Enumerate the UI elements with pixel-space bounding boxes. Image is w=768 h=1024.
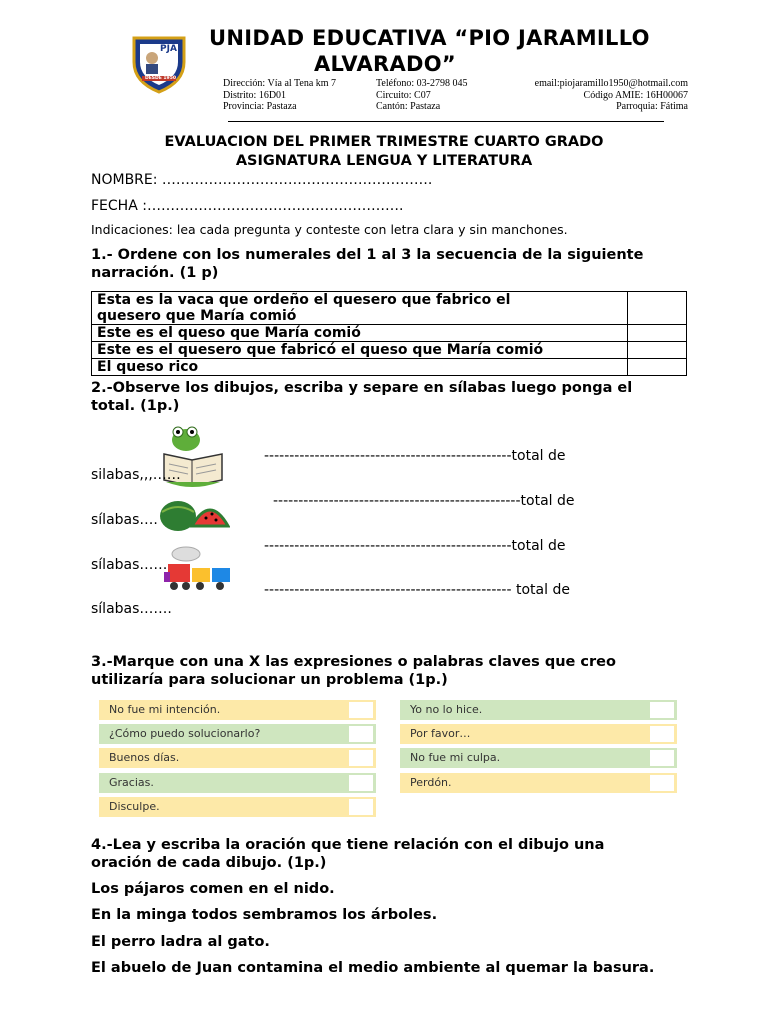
table-row [92,342,687,359]
shield-icon [128,32,190,94]
logo-since: DESDE 1950 [145,76,176,81]
q3-option-label: Perdón. [410,776,452,789]
train-picture [160,544,242,594]
q2-item4-dash[interactable]: ------------------------------------------------- total de [264,582,570,598]
q2-item1-dash[interactable]: -------------------------------------------------total de [264,448,566,464]
q3-option-label: Por favor… [410,727,471,740]
q4-sentence: El perro ladra al gato. [91,934,270,950]
watermelon-picture [156,496,230,534]
q4-sentence: Los pájaros comen en el nido. [91,881,335,897]
q4-prompt-line1: 4.-Lea y escriba la oración que tiene relación con el dibujo una [91,837,605,853]
q2-item1-cont[interactable]: silabas,,,…… [91,467,181,483]
header-email: email:piojaramillo1950@hotmail.com [534,78,688,89]
q3-option [99,700,376,720]
q3-option [400,724,677,744]
q3-prompt-line1: 3.-Marque con una X las expresiones o palabras claves que creo [91,654,616,670]
school-logo [128,32,190,94]
logo-text: PJA [160,44,177,54]
q2-item2-cont[interactable]: sílabas…. [91,512,158,528]
header-telefono: Teléfono: 03-2798 045 [376,78,468,89]
q3-checkbox[interactable] [349,799,373,815]
q2-item4-cont[interactable]: sílabas……. [91,601,172,617]
q1-answer-box[interactable] [628,359,687,376]
header-col-email [528,78,688,113]
q3-option-label: Gracias. [109,776,154,789]
q3-option-label: No fue mi culpa. [410,751,501,764]
header-col-address [223,78,336,113]
q3-option [400,748,677,768]
q3-option [400,700,677,720]
header-direccion: Dirección: Vía al Tena km 7 [223,78,337,89]
q1-prompt [91,246,643,282]
header-amie: Código AMIE: 16H00067 [583,89,688,101]
q2-item2-dash[interactable]: -------------------------------------------------total de [273,493,575,509]
q2-item3-dash[interactable]: -------------------------------------------------total de [264,538,566,554]
q3-option [99,724,376,744]
q4-sentence: El abuelo de Juan contamina el medio ambiente al quemar la basura. [91,960,655,976]
q2-item3-cont[interactable]: sílabas…… [91,557,168,573]
q2-prompt-line1: 2.-Observe los dibujos, escriba y separe en sílabas luego ponga el [91,380,633,396]
q1-prompt-line2: narración. (1 p) [91,265,219,281]
q3-option-label: ¿Cómo puedo solucionarlo? [109,727,261,740]
q2-prompt-line2: total. (1p.) [91,398,180,414]
q1-row1-line2: quesero que María comió [97,308,297,324]
q1-row-text [92,292,628,325]
exam-heading-2: ASIGNATURA LENGUA Y LITERATURA [235,153,533,169]
q1-answer-box[interactable] [628,342,687,359]
exam-heading-1: EVALUACION DEL PRIMER TRIMESTRE CUARTO GRADO [164,134,604,150]
q1-row4-text: El queso rico [92,359,628,376]
q3-prompt-line2: utilizaría para solucionar un problema (1p.) [91,672,448,688]
q3-checkbox[interactable] [650,726,674,742]
q3-checkbox[interactable] [349,726,373,742]
q1-row1-line1: Esta es la vaca que ordeño el quesero que fabrico el [97,292,511,308]
q3-option [99,773,376,793]
fecha-field[interactable]: FECHA :………………………………………………. [91,198,404,214]
q1-sequence-table [91,291,687,376]
header-distrito: Distrito: 16D01 [223,89,287,101]
header-col-phone [376,78,468,113]
table-row [92,359,687,376]
school-title-line1: UNIDAD EDUCATIVA “PIO JARAMILLO [209,26,650,50]
q2-prompt [91,379,632,415]
q3-option-label: Yo no lo hice. [410,703,483,716]
train-icon [168,564,190,582]
q1-row3-text: Este es el quesero que fabricó el queso que María comió [92,342,628,359]
q3-checkbox[interactable] [349,702,373,718]
q3-checkbox[interactable] [650,750,674,766]
q1-answer-box[interactable] [628,292,687,325]
q3-option-label: No fue mi intención. [109,703,221,716]
q3-checkbox[interactable] [650,775,674,791]
header-provincia: Provincia: Pastaza [223,101,297,112]
q4-sentence: En la minga todos sembramos los árboles. [91,907,438,923]
q3-option [99,748,376,768]
school-title-line2: ALVARADO” [314,52,457,76]
header-canton: Cantón: Pastaza [376,101,441,112]
q4-prompt-line2: oración de cada dibujo. (1p.) [91,855,327,871]
nombre-field[interactable]: NOMBRE: …………………………………………………. [91,172,433,188]
header-parroquia: Parroquia: Fátima [616,101,688,112]
q3-checkbox[interactable] [349,750,373,766]
q1-prompt-line1: 1.- Ordene con los numerales del 1 al 3 la secuencia de la siguiente [91,247,644,263]
header-divider [228,121,664,122]
q3-option [400,773,677,793]
q3-option [99,797,376,817]
header-circuito: Circuito: C07 [376,89,431,101]
table-row [92,292,687,325]
q3-checkbox[interactable] [349,775,373,791]
table-row [92,325,687,342]
q4-prompt [91,836,604,872]
indicaciones: Indicaciones: lea cada pregunta y conteste con letra clara y sin manchones. [91,222,568,237]
q1-answer-box[interactable] [628,325,687,342]
q1-row2-text: Este es el queso que María comió [92,325,628,342]
q3-option-label: Disculpe. [109,800,160,813]
q3-option-label: Buenos días. [109,751,180,764]
q3-checkbox[interactable] [650,702,674,718]
q3-prompt [91,653,616,689]
